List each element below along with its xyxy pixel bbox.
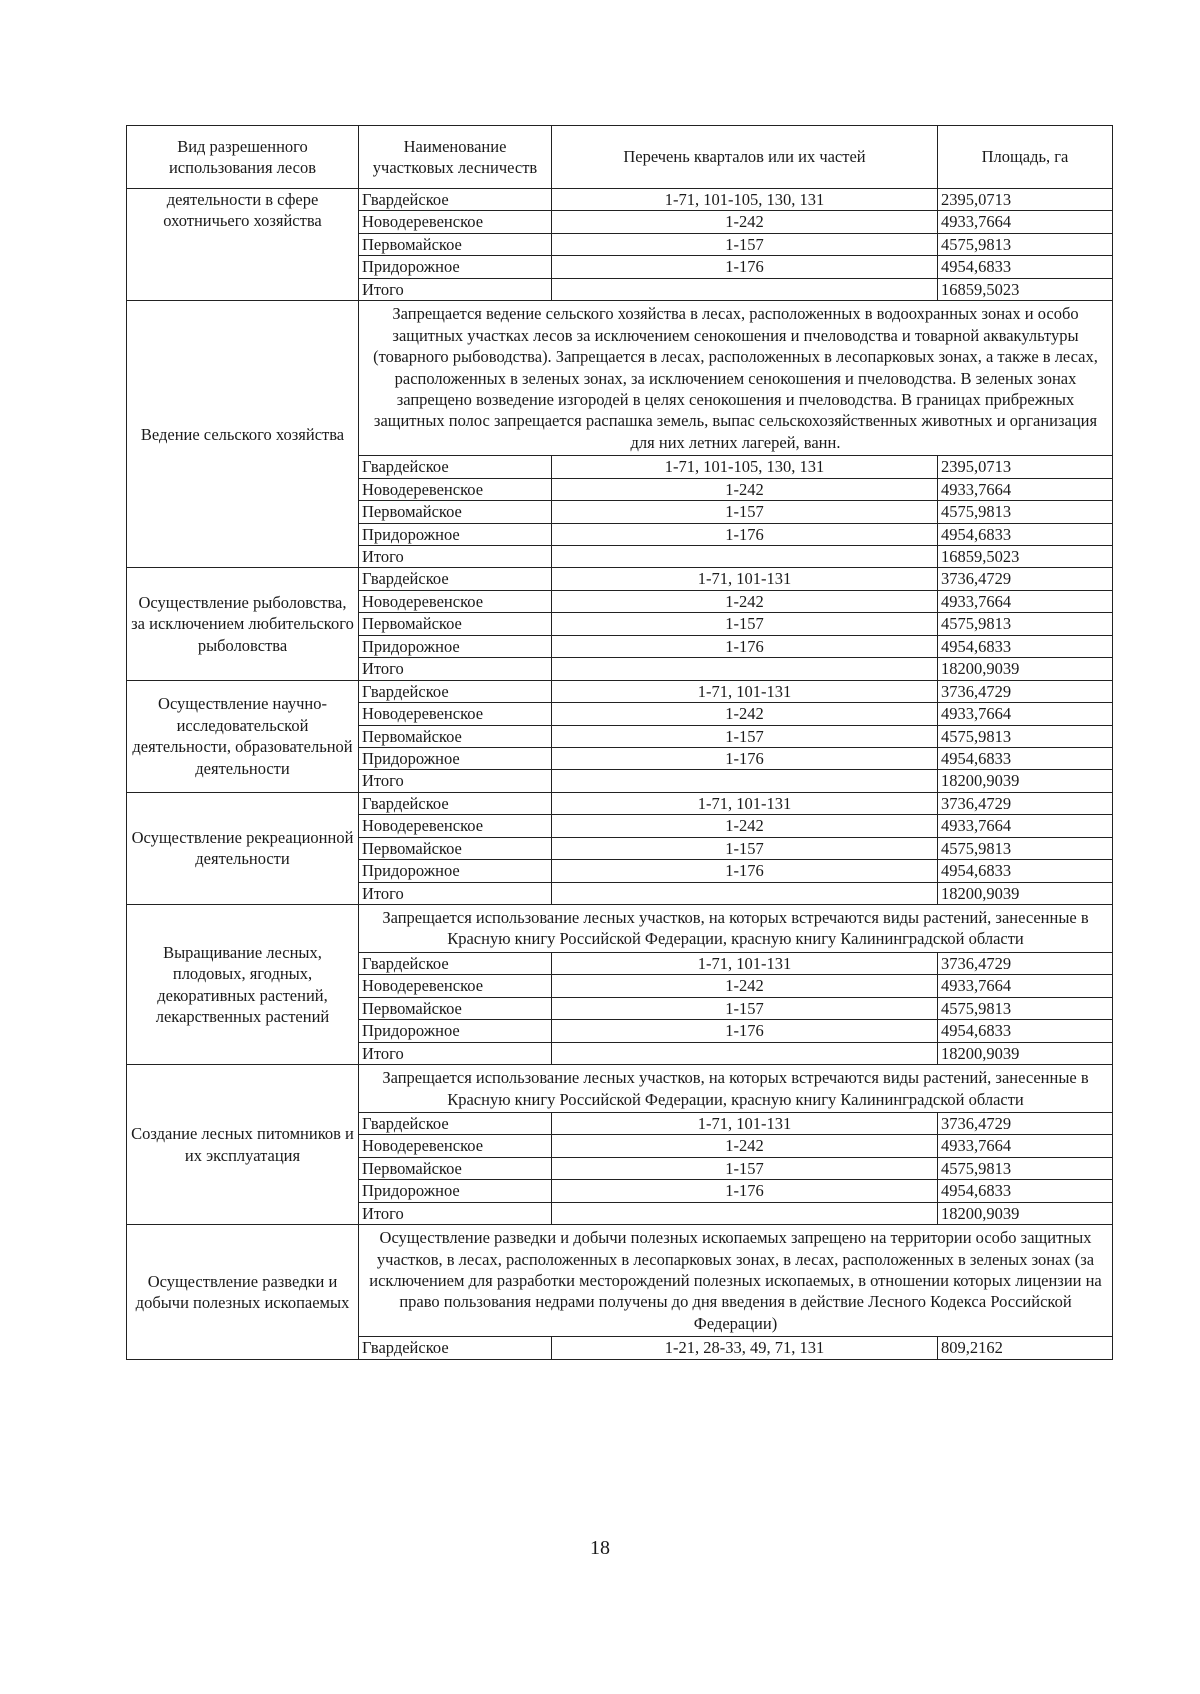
use-category: Выращивание лесных, плодовых, ягодных, декоративных растений, лекарственных растений xyxy=(127,905,359,1065)
restriction-note: Осуществление разведки и добычи полезных ископаемых запрещено на территории особо защитных участков, в лесах, расположенных в лесопарковых зонах, в лесах, расположенных в зеленых зонах (за исключением для разработки месторождений полезных ископаемых, в отношении которых лицензии на право пользования недрами получены до дня введения в действие Лесного Кодекса Российской Федерации) xyxy=(359,1225,1113,1337)
quarters-list: 1-21, 28-33, 49, 71, 131 xyxy=(552,1337,938,1359)
quarters-list: 1-71, 101-131 xyxy=(552,680,938,702)
table-row xyxy=(127,680,1113,702)
quarters-list: 1-71, 101-105, 130, 131 xyxy=(552,189,938,211)
area-value: 18200,9039 xyxy=(938,1042,1113,1064)
note-row xyxy=(127,1225,1113,1337)
use-category: деятельности в сфере охотничьего хозяйства xyxy=(127,189,359,301)
quarters-list: 1-242 xyxy=(552,815,938,837)
restriction-note: Запрещается использование лесных участков, на которых встречаются виды растений, занесенные в Красную книгу Российской Федерации, красную книгу Калининградской области xyxy=(359,1065,1113,1113)
forestry-name: Придорожное xyxy=(359,635,552,657)
quarters-list: 1-176 xyxy=(552,635,938,657)
area-value: 18200,9039 xyxy=(938,770,1113,792)
forestry-name: Первомайское xyxy=(359,1157,552,1179)
quarters-list: 1-242 xyxy=(552,590,938,612)
header-quarters: Перечень кварталов или их частей xyxy=(552,126,938,189)
forestry-name: Придорожное xyxy=(359,256,552,278)
forestry-name: Первомайское xyxy=(359,233,552,255)
forestry-name: Гвардейское xyxy=(359,456,552,478)
forestry-name: Гвардейское xyxy=(359,680,552,702)
forestry-name: Гвардейское xyxy=(359,792,552,814)
use-category: Осуществление рыболовства, за исключением любительского рыболовства xyxy=(127,568,359,680)
area-value: 4933,7664 xyxy=(938,590,1113,612)
forestry-name: Гвардейское xyxy=(359,1112,552,1134)
quarters-list xyxy=(552,882,938,904)
forestry-name: Итого xyxy=(359,658,552,680)
area-value: 4933,7664 xyxy=(938,815,1113,837)
forestry-name: Новодеревенское xyxy=(359,975,552,997)
quarters-list xyxy=(552,1202,938,1224)
area-value: 4575,9813 xyxy=(938,837,1113,859)
quarters-list: 1-242 xyxy=(552,1135,938,1157)
quarters-list: 1-157 xyxy=(552,233,938,255)
forestry-name: Новодеревенское xyxy=(359,703,552,725)
quarters-list: 1-157 xyxy=(552,613,938,635)
forestry-name: Новодеревенское xyxy=(359,815,552,837)
area-value: 2395,0713 xyxy=(938,456,1113,478)
table-row xyxy=(127,189,1113,211)
quarters-list: 1-242 xyxy=(552,478,938,500)
quarters-list: 1-71, 101-131 xyxy=(552,792,938,814)
forestry-name: Новодеревенское xyxy=(359,1135,552,1157)
area-value: 4954,6833 xyxy=(938,747,1113,769)
area-value: 4933,7664 xyxy=(938,703,1113,725)
forestry-name: Гвардейское xyxy=(359,952,552,974)
page-number: 18 xyxy=(590,1537,610,1559)
area-value: 4933,7664 xyxy=(938,211,1113,233)
forestry-name: Первомайское xyxy=(359,613,552,635)
forestry-name: Гвардейское xyxy=(359,568,552,590)
area-value: 4575,9813 xyxy=(938,613,1113,635)
forestry-name: Придорожное xyxy=(359,860,552,882)
use-category: Осуществление рекреационной деятельности xyxy=(127,792,359,904)
forestry-name: Гвардейское xyxy=(359,1337,552,1359)
note-row xyxy=(127,905,1113,953)
forestry-name: Итого xyxy=(359,278,552,300)
quarters-list: 1-176 xyxy=(552,256,938,278)
forestry-name: Итого xyxy=(359,546,552,568)
area-value: 4933,7664 xyxy=(938,1135,1113,1157)
area-value: 18200,9039 xyxy=(938,1202,1113,1224)
area-value: 16859,5023 xyxy=(938,546,1113,568)
area-value: 4575,9813 xyxy=(938,725,1113,747)
area-value: 18200,9039 xyxy=(938,882,1113,904)
area-value: 4954,6833 xyxy=(938,1180,1113,1202)
forestry-name: Итого xyxy=(359,1202,552,1224)
quarters-list: 1-242 xyxy=(552,211,938,233)
header-use: Вид разрешенного использования лесов xyxy=(127,126,359,189)
quarters-list: 1-71, 101-131 xyxy=(552,568,938,590)
area-value: 3736,4729 xyxy=(938,1112,1113,1134)
area-value: 3736,4729 xyxy=(938,792,1113,814)
table-header-row xyxy=(127,126,1113,189)
quarters-list: 1-176 xyxy=(552,523,938,545)
area-value: 3736,4729 xyxy=(938,568,1113,590)
quarters-list: 1-176 xyxy=(552,1180,938,1202)
quarters-list: 1-71, 101-131 xyxy=(552,952,938,974)
use-category: Создание лесных питомников и их эксплуатация xyxy=(127,1065,359,1225)
forestry-name: Первомайское xyxy=(359,501,552,523)
quarters-list: 1-157 xyxy=(552,501,938,523)
forestry-name: Придорожное xyxy=(359,747,552,769)
area-value: 3736,4729 xyxy=(938,680,1113,702)
table-row xyxy=(127,792,1113,814)
use-category: Ведение сельского хозяйства xyxy=(127,301,359,568)
quarters-list: 1-176 xyxy=(552,1020,938,1042)
quarters-list: 1-242 xyxy=(552,975,938,997)
quarters-list: 1-157 xyxy=(552,725,938,747)
area-value: 3736,4729 xyxy=(938,952,1113,974)
forestry-name: Новодеревенское xyxy=(359,590,552,612)
quarters-list xyxy=(552,770,938,792)
area-value: 4954,6833 xyxy=(938,635,1113,657)
note-row xyxy=(127,301,1113,456)
area-value: 4575,9813 xyxy=(938,233,1113,255)
area-value: 4954,6833 xyxy=(938,256,1113,278)
forestry-name: Новодеревенское xyxy=(359,478,552,500)
forestry-name: Итого xyxy=(359,882,552,904)
quarters-list: 1-176 xyxy=(552,860,938,882)
area-value: 4575,9813 xyxy=(938,501,1113,523)
quarters-list: 1-242 xyxy=(552,703,938,725)
forestry-name: Итого xyxy=(359,1042,552,1064)
forestry-name: Первомайское xyxy=(359,997,552,1019)
table-row xyxy=(127,568,1113,590)
quarters-list: 1-176 xyxy=(552,747,938,769)
quarters-list xyxy=(552,1042,938,1064)
quarters-list xyxy=(552,658,938,680)
restriction-note: Запрещается использование лесных участков, на которых встречаются виды растений, занесенные в Красную книгу Российской Федерации, красную книгу Калининградской области xyxy=(359,905,1113,953)
area-value: 4575,9813 xyxy=(938,997,1113,1019)
quarters-list: 1-157 xyxy=(552,837,938,859)
forestry-name: Новодеревенское xyxy=(359,211,552,233)
quarters-list: 1-157 xyxy=(552,997,938,1019)
area-value: 4954,6833 xyxy=(938,860,1113,882)
allowed-use-table xyxy=(126,125,1113,1360)
use-category: Осуществление научно-исследовательской деятельности, образовательной деятельности xyxy=(127,680,359,792)
area-value: 809,2162 xyxy=(938,1337,1113,1359)
quarters-list: 1-71, 101-105, 130, 131 xyxy=(552,456,938,478)
area-value: 4954,6833 xyxy=(938,523,1113,545)
forestry-name: Придорожное xyxy=(359,1020,552,1042)
area-value: 18200,9039 xyxy=(938,658,1113,680)
area-value: 4575,9813 xyxy=(938,1157,1113,1179)
forestry-name: Первомайское xyxy=(359,837,552,859)
forestry-name: Гвардейское xyxy=(359,189,552,211)
use-category: Осуществление разведки и добычи полезных ископаемых xyxy=(127,1225,359,1360)
area-value: 4954,6833 xyxy=(938,1020,1113,1042)
area-value: 2395,0713 xyxy=(938,189,1113,211)
area-value: 4933,7664 xyxy=(938,478,1113,500)
quarters-list xyxy=(552,278,938,300)
quarters-list xyxy=(552,546,938,568)
forestry-name: Придорожное xyxy=(359,1180,552,1202)
area-value: 16859,5023 xyxy=(938,278,1113,300)
area-value: 4933,7664 xyxy=(938,975,1113,997)
quarters-list: 1-157 xyxy=(552,1157,938,1179)
header-forestry: Наименование участковых лесничеств xyxy=(359,126,552,189)
forestry-name: Придорожное xyxy=(359,523,552,545)
forestry-name: Итого xyxy=(359,770,552,792)
header-area: Площадь, га xyxy=(938,126,1113,189)
note-row xyxy=(127,1065,1113,1113)
restriction-note: Запрещается ведение сельского хозяйства в лесах, расположенных в водоохранных зонах и особо защитных участках лесов за исключением сенокошения и пчеловодства и товарной аквакультуры (товарного рыбоводства). Запрещается в лесах, расположенных в лесопарковых зонах, а также в лесах, расположенных в зеленых зонах, за исключением сенокошения и пчеловодства. В зеленых зонах запрещено возведение изгородей в целях сенокошения и пчеловодства. В границах прибрежных защитных полос запрещается распашка земель, выпас сельскохозяйственных животных и организация для них летних лагерей, ванн. xyxy=(359,301,1113,456)
quarters-list: 1-71, 101-131 xyxy=(552,1112,938,1134)
forestry-name: Первомайское xyxy=(359,725,552,747)
